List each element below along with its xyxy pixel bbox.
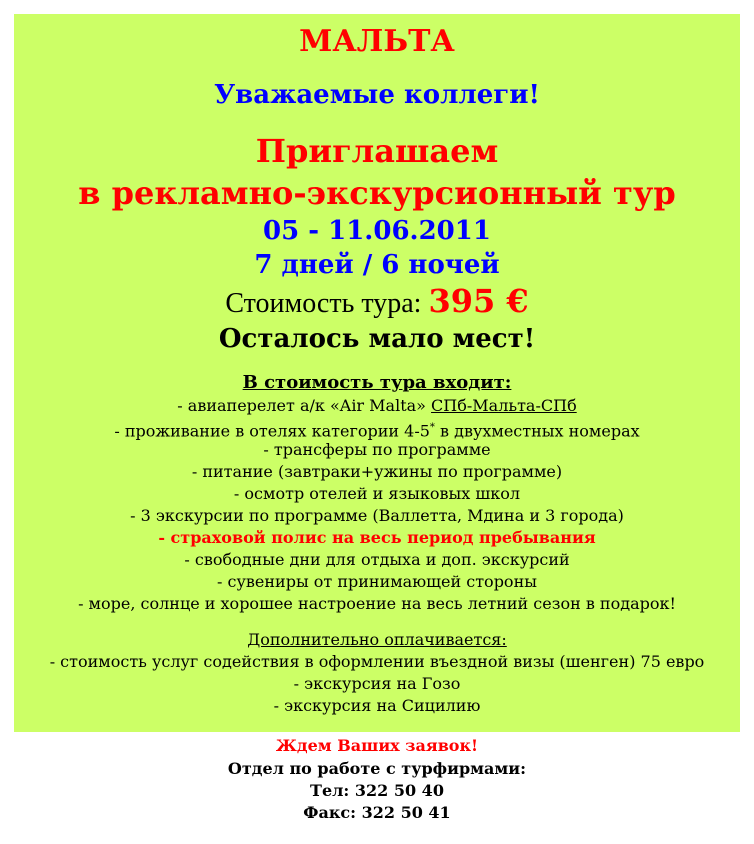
flight-prefix: - авиаперелет а/к «Air Malta» [177, 396, 432, 415]
included-heading: В стоимость тура входит: [242, 372, 512, 393]
phone: Тел: 322 50 40 [310, 781, 444, 800]
department: Отдел по работе с турфирмами: [227, 759, 527, 778]
hotel-suffix: в двухместных номерах [434, 421, 640, 441]
few-seats-notice: Осталось мало мест! [218, 324, 536, 354]
page-title: МАЛЬТА [299, 24, 455, 59]
list-item-visa: - стоимость услуг содействия в оформлении въездной визы (шенген) 75 евро [49, 652, 705, 671]
list-item-flight [14, 396, 740, 416]
hotel-prefix: - проживание в отелях категории 4-5 [114, 421, 430, 441]
hotel-star: * [429, 422, 435, 433]
list-item: - 3 экскурсии по программе (Валлетта, Мдина и 3 города) [130, 506, 624, 525]
offer-panel [14, 14, 740, 732]
list-item: - свободные дни для отдыха и доп. экскурсий [184, 550, 570, 569]
list-item: - море, солнце и хорошее настроение на весь летний сезон в подарок! [78, 594, 676, 613]
list-item: - экскурсия на Сицилию [273, 696, 481, 715]
invite-line-2: в рекламно-экскурсионный тур [78, 174, 676, 212]
tour-dates: 05 - 11.06.2011 [263, 216, 491, 246]
list-item: - сувениры от принимающей стороны [217, 572, 537, 591]
greeting: Уважаемые коллеги! [214, 80, 540, 110]
price-label: Стоимость тура: [225, 288, 429, 319]
invite-line-1: Приглашаем [255, 132, 499, 170]
list-item: - трансферы по программе [263, 440, 491, 459]
list-item-insurance: - страховой полис на весь период пребывания [158, 528, 596, 547]
fax: Факс: 322 50 41 [303, 803, 451, 822]
tour-duration: 7 дней / 6 ночей [254, 250, 500, 280]
extra-heading: Дополнительно оплачивается: [247, 630, 507, 649]
list-item: - экскурсия на Гозо [293, 674, 461, 693]
list-item-hotel [14, 418, 740, 441]
flight-route: СПб-Мальта-СПб [431, 396, 577, 415]
await-requests: Ждем Ваших заявок! [275, 736, 479, 755]
price-value: 395 € [428, 282, 529, 320]
list-item: - питание (завтраки+ужины по программе) [191, 462, 563, 481]
tour-price [14, 282, 740, 320]
list-item: - осмотр отелей и языковых школ [233, 484, 521, 503]
